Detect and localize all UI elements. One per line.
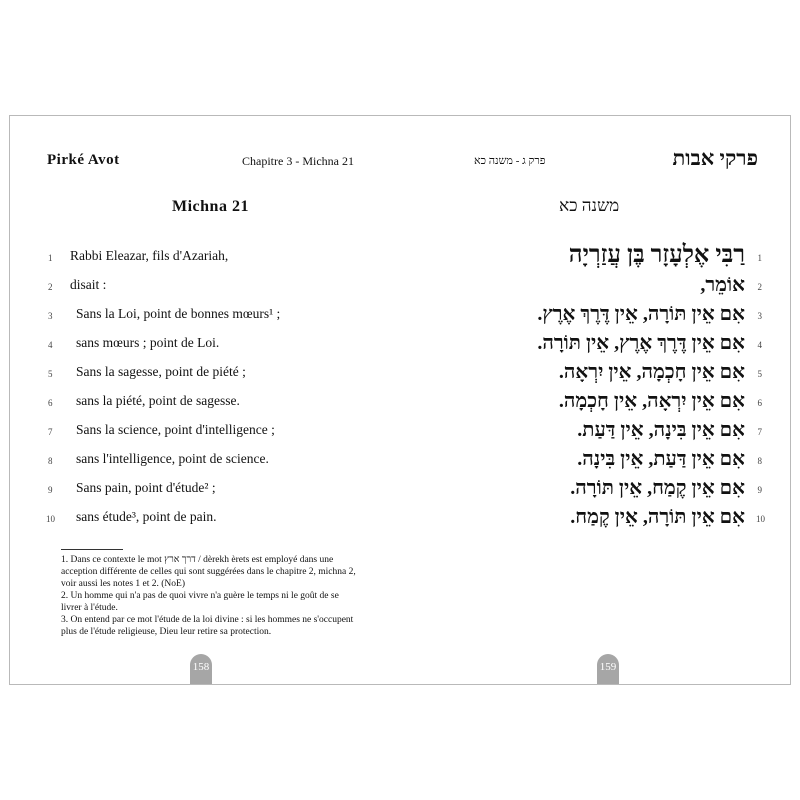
text-line: Rabbi Eleazar, fils d'Azariah,	[70, 248, 229, 263]
line-number: 7	[48, 427, 53, 437]
text-line: Sans pain, point d'étude² ;	[76, 480, 216, 495]
text-line: sans la piété, point de sagesse.	[76, 393, 240, 408]
hebrew-line: רַבִּי אֶלְעָזָר בֶּן עֲזַרְיָה	[568, 242, 745, 268]
section-heading-right: משנה כא	[559, 196, 620, 215]
footnote: 2. Un homme qui n'a pas de quoi vivre n'a guère le temps ni le goût de se livrer à l'étude.	[61, 591, 339, 613]
line-number: 8	[757, 456, 762, 466]
text-line: Sans la Loi, point de bonnes mœurs¹ ;	[76, 306, 281, 321]
line-number: 1	[757, 253, 762, 263]
text-line: sans l'intelligence, point de science.	[76, 451, 269, 466]
footnote: 1. Dans ce contexte le mot דרך ארץ / dèrekh èrets est employé dans une acception différente de celles qui sont suggérées dans le chapitre 2, michna 2, voir aussi les notes 1 et 2. (NoE)	[61, 555, 356, 589]
footnote: 3. On entend par ce mot l'étude de la loi divine : si les hommes ne s'occupent plus de l'étude religieuse, Dieu leur retire sa protection.	[61, 615, 354, 637]
line-number: 10	[756, 514, 765, 524]
line-number: 9	[757, 485, 762, 495]
footnotes	[61, 554, 361, 638]
hebrew-line: אִם אֵין קֶמַח, אֵין תּוֹרָה.	[570, 477, 745, 499]
line-number: 2	[757, 282, 762, 292]
hebrew-line: אוֹמֵר,	[700, 274, 745, 296]
line-number: 1	[48, 253, 53, 263]
footnote-divider	[61, 549, 123, 550]
hebrew-line: אִם אֵין תּוֹרָה, אֵין דֶּרֶךְ אֶרֶץ.	[537, 303, 745, 325]
hebrew-line: אִם אֵין דַּעַת, אֵין בִּינָה.	[577, 448, 745, 470]
line-number: 10	[46, 514, 55, 524]
line-number: 4	[48, 340, 53, 350]
text-line: Sans la science, point d'intelligence ;	[76, 422, 275, 437]
book-spread	[9, 115, 791, 685]
line-number: 5	[757, 369, 762, 379]
line-number: 4	[757, 340, 762, 350]
line-number: 9	[48, 485, 53, 495]
running-subtitle-right: פרק ג - משנה כא	[474, 155, 546, 167]
hebrew-line: אִם אֵין חָכְמָה, אֵין יִרְאָה.	[558, 361, 745, 383]
hebrew-line: אִם אֵין יִרְאָה, אֵין חָכְמָה.	[558, 390, 745, 412]
line-number: 6	[48, 398, 53, 408]
page-number-tab: 159	[597, 654, 619, 684]
page-number-tab: 158	[190, 654, 212, 684]
right-page	[402, 116, 790, 684]
line-number: 6	[757, 398, 762, 408]
running-title-left: Pirké Avot	[47, 152, 120, 168]
hebrew-line: אִם אֵין בִּינָה, אֵין דַּעַת.	[577, 419, 745, 441]
line-number: 2	[48, 282, 53, 292]
line-number: 3	[48, 311, 53, 321]
line-number: 5	[48, 369, 53, 379]
text-line: Sans la sagesse, point de piété ;	[76, 364, 246, 379]
text-line: sans étude³, point de pain.	[76, 509, 217, 524]
left-page	[10, 116, 400, 684]
text-line: disait :	[70, 277, 107, 292]
hebrew-line: אִם אֵין תּוֹרָה, אֵין קֶמַח.	[570, 506, 745, 528]
running-title-right: פרקי אבות	[672, 146, 758, 170]
line-number: 3	[757, 311, 762, 321]
running-subtitle-left: Chapitre 3 - Michna 21	[242, 154, 354, 168]
line-number: 8	[48, 456, 53, 466]
section-heading-left: Michna 21	[172, 198, 249, 215]
hebrew-line: אִם אֵין דֶּרֶךְ אֶרֶץ, אֵין תּוֹרָה.	[537, 332, 745, 354]
text-line: sans mœurs ; point de Loi.	[76, 335, 220, 350]
line-number: 7	[757, 427, 762, 437]
